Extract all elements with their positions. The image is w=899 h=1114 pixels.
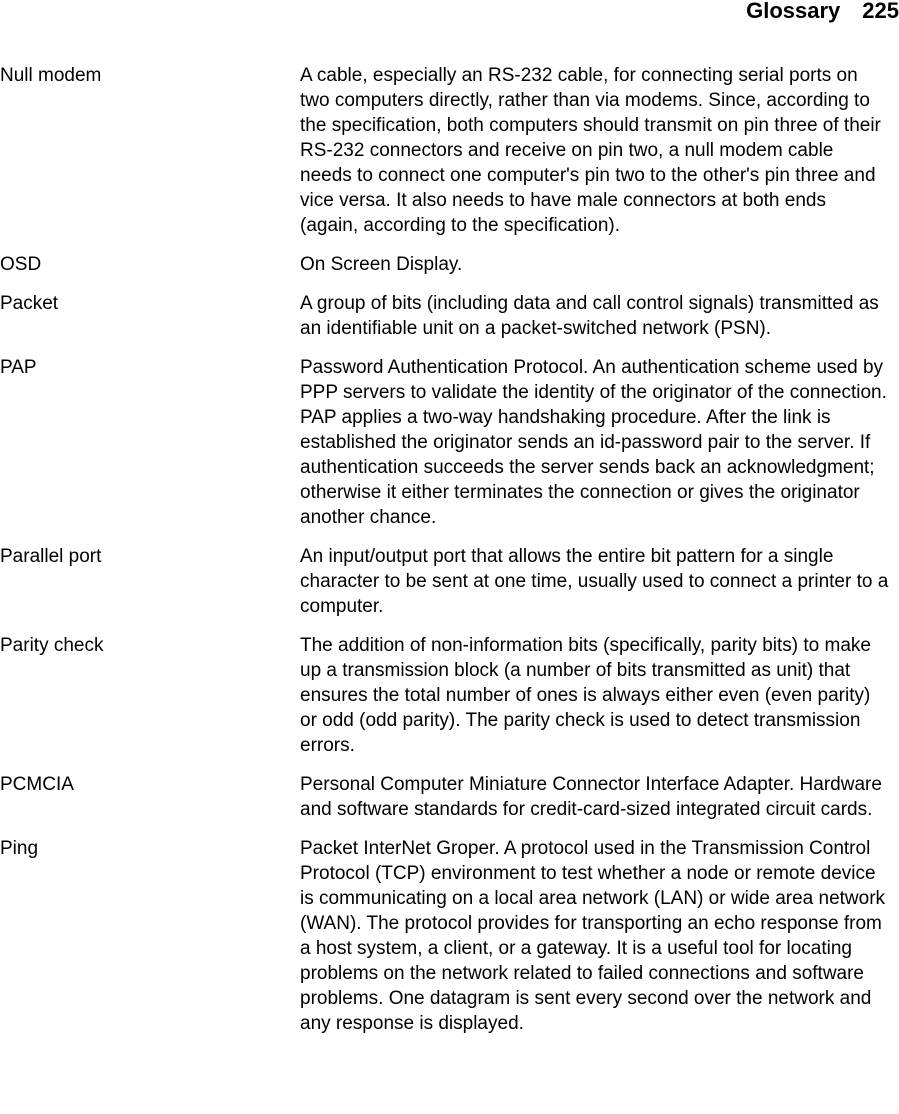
glossary-definition: Password Authentication Protocol. An authentication scheme used by PPP servers to validate the identity of the originator of the connection. PAP applies a two-way handshaking procedure. After the link is established the originator sends an id-password pair to the server. If authentication succeeds the server sends back an acknowledgment; otherwise it either terminates the connection or gives the originator another chance. [300, 357, 887, 528]
glossary-definition: Personal Computer Miniature Connector Interface Adapter. Hardware and software standards for credit-card-sized integrated circuit cards. [300, 774, 882, 820]
page-header [746, 0, 899, 26]
glossary-definition: On Screen Display. [300, 254, 463, 275]
glossary-term: Packet [0, 293, 59, 314]
glossary-definition: A group of bits (including data and call control signals) transmitted as an identifiable unit on a packet-switched network (PSN). [300, 293, 879, 339]
glossary-term: Parallel port [0, 546, 102, 567]
glossary-entry-parallel-port [0, 544, 899, 619]
page-title: Glossary [746, 0, 841, 23]
glossary-term: Ping [0, 838, 39, 859]
glossary-entry-null-modem [0, 63, 899, 238]
glossary-entry-parity-check [0, 633, 899, 758]
glossary-term: OSD [0, 254, 42, 275]
glossary-entry-pap [0, 355, 899, 530]
glossary-definition: Packet InterNet Groper. A protocol used in the Transmission Control Protocol (TCP) environment to test whether a node or remote device is communicating on a local area network (LAN) or wide area network (WAN). The protocol provides for transporting an echo response from a host system, a client, or a gateway. It is a useful tool for locating problems on the network related to failed connections and software problems. One datagram is sent every second over the network and any response is displayed. [300, 838, 886, 1034]
page-number: 225 [862, 0, 899, 23]
glossary-definition: A cable, especially an RS-232 cable, for connecting serial ports on two computers directly, rather than via modems. Since, according to the specification, both computers should transmit on pin three of their RS-232 connectors and receive on pin two, a null modem cable needs to connect one computer's pin two to the other's pin three and vice versa. It also needs to have male connectors at both ends (again, according to the specification). [300, 65, 881, 236]
glossary-definition: An input/output port that allows the entire bit pattern for a single character to be sent at one time, usually used to connect a printer to a computer. [300, 546, 889, 617]
glossary-definition: The addition of non-information bits (specifically, parity bits) to make up a transmission block (a number of bits transmitted as unit) that ensures the total number of ones is always either even (even parity) or odd (odd parity). The parity check is used to detect transmission errors. [300, 635, 871, 756]
glossary-term: PAP [0, 357, 37, 378]
glossary-entry-ping [0, 836, 899, 1036]
glossary-term: Parity check [0, 635, 104, 656]
glossary-entry-packet [0, 291, 899, 341]
glossary-term: PCMCIA [0, 774, 74, 795]
glossary-entry-pcmcia [0, 772, 899, 822]
glossary-term: Null modem [0, 65, 102, 86]
glossary-entry-osd [0, 252, 899, 277]
glossary-list [0, 63, 899, 1050]
